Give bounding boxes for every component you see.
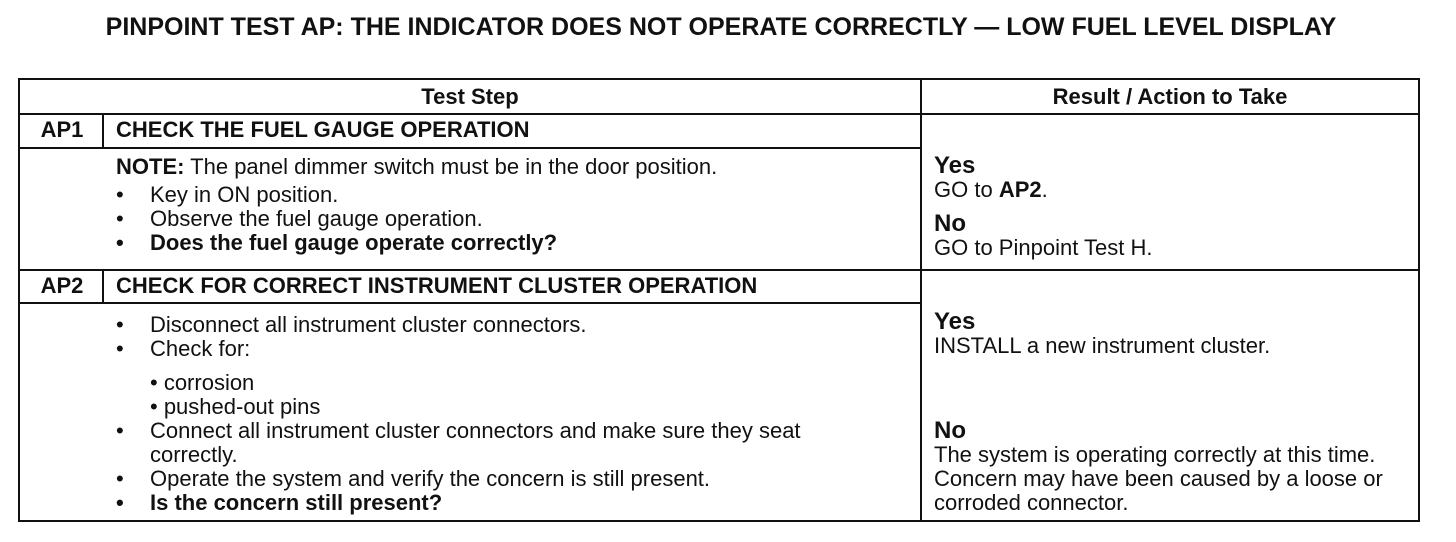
ap2-id-divider — [102, 271, 104, 302]
list-item: • Is the concern still present? — [116, 491, 876, 515]
step-divider — [20, 269, 1418, 271]
ap2-title-divider — [20, 302, 920, 304]
sub-item: • pushed-out pins — [150, 394, 321, 419]
yes-label: Yes — [934, 308, 976, 335]
column-divider — [920, 80, 922, 520]
sub-list — [116, 371, 876, 419]
header-result: Result / Action to Take — [1052, 84, 1288, 109]
note — [116, 155, 906, 179]
result-ap2-yes — [934, 310, 1404, 358]
no-label: No — [934, 417, 966, 444]
pinpoint-test-table — [18, 78, 1420, 522]
result-ap2-no — [934, 419, 1404, 515]
sub-item: • corrosion — [150, 370, 255, 395]
list-item: • Connect all instrument cluster connectors and make sure they seat correctly. — [116, 419, 876, 467]
yes-action: GO to AP2. — [934, 177, 1048, 202]
list-item: • Does the fuel gauge operate correctly? — [116, 231, 906, 255]
note-label: NOTE: — [116, 154, 185, 179]
no-action: The system is operating correctly at this time. Concern may have been caused by a loose or corroded connector. — [934, 442, 1383, 515]
no-action: GO to Pinpoint Test H. — [934, 235, 1153, 260]
step-title-ap2: CHECK FOR CORRECT INSTRUMENT CLUSTER OPERATION — [116, 273, 758, 298]
step-title-ap1: CHECK THE FUEL GAUGE OPERATION — [116, 117, 530, 142]
step-id-ap1: AP1 — [40, 117, 84, 142]
page-title: PINPOINT TEST AP: THE INDICATOR DOES NOT OPERATE CORRECTLY — LOW FUEL LEVEL DISPLAY — [105, 13, 1337, 41]
list-item: • Disconnect all instrument cluster connectors. — [116, 313, 876, 337]
header-divider — [20, 113, 1418, 115]
header-test-step: Test Step — [421, 84, 519, 109]
no-label: No — [934, 210, 966, 237]
yes-action: INSTALL a new instrument cluster. — [934, 333, 1271, 358]
list-item: • Observe the fuel gauge operation. — [116, 207, 906, 231]
ap1-title-divider — [20, 147, 920, 149]
step-body-ap2 — [116, 313, 876, 515]
step-body-ap1 — [116, 155, 906, 255]
list-item: • Operate the system and verify the concern is still present. — [116, 467, 876, 491]
list-item: • Check for: — [116, 337, 876, 361]
result-ap1 — [934, 154, 1404, 260]
yes-label: Yes — [934, 152, 976, 179]
list-item: • Key in ON position. — [116, 183, 906, 207]
ap1-id-divider — [102, 115, 104, 147]
note-text: The panel dimmer switch must be in the door position. — [190, 154, 718, 179]
step-id-ap2: AP2 — [40, 273, 84, 298]
